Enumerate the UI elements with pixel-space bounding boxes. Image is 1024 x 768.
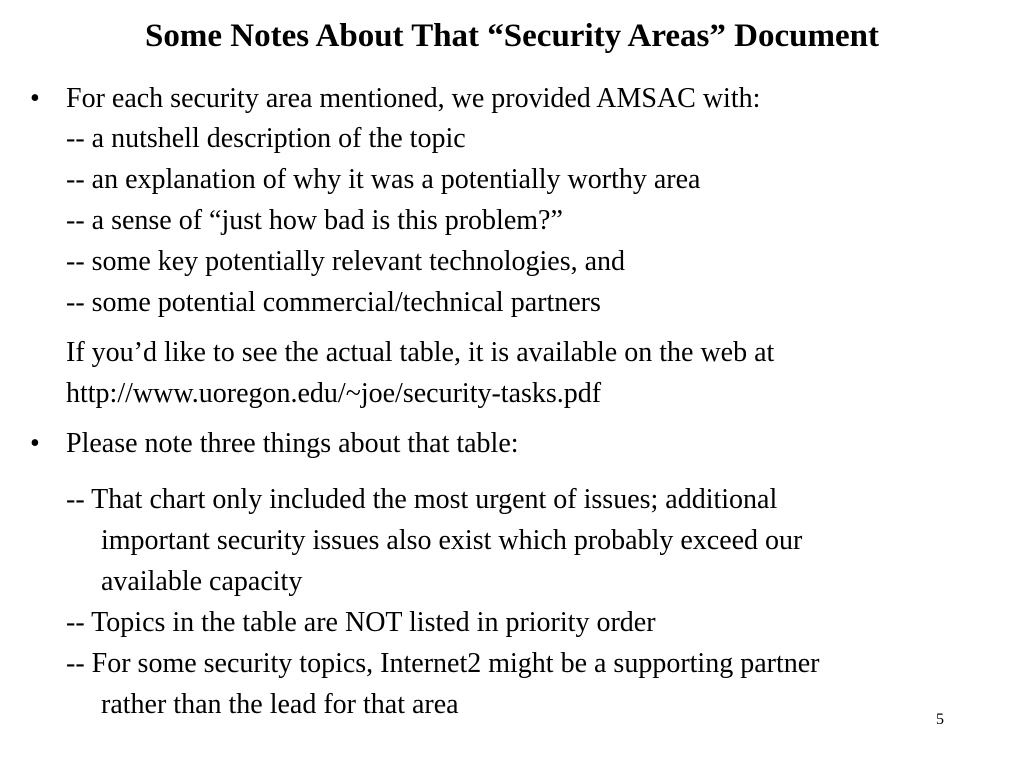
slide-title: Some Notes About That “Security Areas” Document	[145, 18, 879, 54]
bullet-2-text: Please note three things about that table:	[66, 428, 519, 459]
bullet-point-1: •	[30, 83, 40, 114]
bullet-1-text: For each security area mentioned, we provided AMSAC with:	[66, 83, 761, 114]
bullet-2-item-1-line-1: -- That chart only included the most urgent of issues; additional	[66, 484, 778, 515]
bullet-2-item-3-line-1: -- For some security topics, Internet2 might be a supporting partner	[66, 648, 820, 679]
bullet-1-item-5: -- some potential commercial/technical partners	[66, 287, 601, 318]
table-note-line-1: If you’d like to see the actual table, it is available on the web at	[66, 337, 775, 368]
bullet-2-item-1-line-2: important security issues also exist which probably exceed our	[101, 525, 803, 556]
table-url: http://www.uoregon.edu/~joe/security-tasks.pdf	[66, 378, 602, 409]
bullet-2-item-1-line-3: available capacity	[101, 566, 303, 597]
bullet-2-item-2: -- Topics in the table are NOT listed in priority order	[66, 607, 656, 638]
bullet-point-2: •	[30, 428, 40, 459]
bullet-1-item-2: -- an explanation of why it was a potentially worthy area	[66, 164, 701, 195]
bullet-2-item-3-line-2: rather than the lead for that area	[101, 689, 459, 720]
bullet-1-item-1: -- a nutshell description of the topic	[66, 123, 466, 154]
page-number: 5	[936, 711, 944, 728]
bullet-1-item-4: -- some key potentially relevant technologies, and	[66, 246, 626, 277]
bullet-1-item-3: -- a sense of “just how bad is this problem?”	[66, 205, 563, 236]
